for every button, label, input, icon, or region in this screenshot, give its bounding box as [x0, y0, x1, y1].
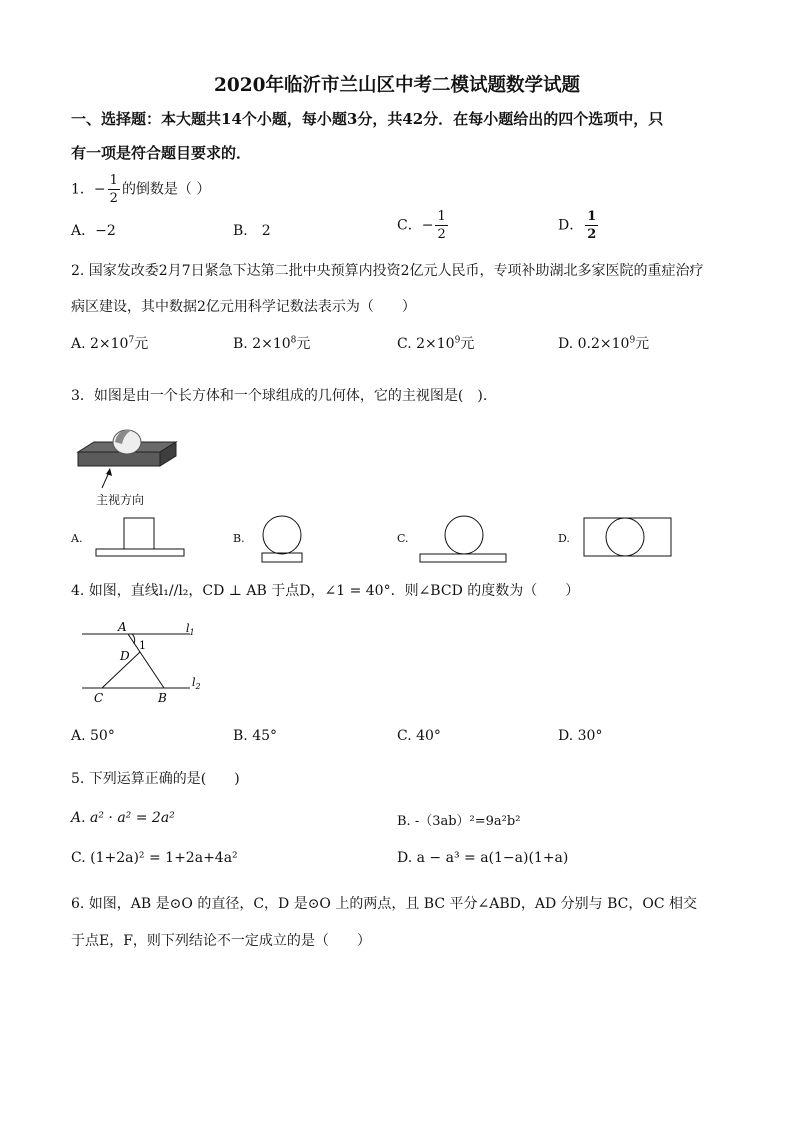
q3-option-a-label: A.: [71, 532, 83, 545]
q1-option-c: [397, 210, 450, 241]
q4-label-b: B: [158, 691, 167, 705]
q2-option-d: [558, 333, 649, 353]
q1-denominator: 2: [109, 191, 118, 206]
q3-c-base: [420, 554, 506, 562]
q2-c-base: C. 2×10: [397, 336, 455, 352]
q1-option-c-den: 2: [437, 227, 446, 242]
q2-d-base: D. 0.2×10: [558, 336, 630, 352]
q4-label-l1: [186, 622, 195, 637]
question-5: 5. 下列运算正确的是( ): [71, 771, 240, 787]
q2-b-base: B. 2×10: [233, 336, 291, 352]
q1-prefix: 1．: [71, 181, 94, 198]
q3-a-square: [124, 518, 154, 549]
q1-suffix: 的倒数是（ ）: [121, 181, 211, 198]
q3-view-arrowhead: [106, 468, 112, 476]
question-6-line1: 6. 如图，AB 是⊙O 的直径，C，D 是⊙O 上的两点，且 BC 平分∠ABD，AD 分别与 BC，OC 相交: [71, 896, 698, 912]
q1-option-d-prefix: D．: [558, 217, 584, 234]
q3-option-a-figure: [94, 516, 186, 558]
q2-d-exp: 9: [629, 335, 636, 346]
q4-option-b: B. 45°: [233, 728, 278, 744]
q2-a-base: A. 2×10: [71, 336, 129, 352]
q1-option-c-prefix: C．−: [397, 217, 434, 234]
q4-label-a: A: [118, 620, 127, 634]
q1-option-c-fraction: [435, 210, 447, 241]
q1-sign: −: [93, 181, 106, 198]
q3-slab-front: [78, 452, 160, 466]
q4-label-d: D: [120, 649, 130, 663]
q2-a-exp: 7: [128, 335, 135, 346]
q3-view-label: 主视方向: [96, 493, 145, 507]
q3-option-d-figure: [582, 516, 674, 560]
q1-option-c-num: 1: [437, 209, 446, 224]
q5-option-d: D. a − a³ = a(1−a)(1+a): [397, 850, 569, 866]
q1-numerator: 1: [109, 173, 118, 188]
q4-segment-ab: [128, 634, 164, 688]
q2-c-exp: 9: [454, 335, 461, 346]
q1-option-d-den: 2: [587, 227, 597, 242]
q2-option-b: [233, 333, 310, 353]
q4-option-a: A. 50°: [71, 728, 115, 744]
question-3: 3．如图是由一个长方体和一个球组成的几何体，它的主视图是( ).: [71, 388, 488, 404]
q2-b-unit: 元: [296, 336, 311, 352]
question-1: [71, 174, 210, 205]
q5-option-a: A. a² · a² = 2a²: [71, 810, 175, 826]
q3-option-d-label: D.: [558, 532, 570, 545]
q1-option-a: A．−2: [71, 223, 116, 239]
q4-label-l2: [192, 676, 201, 691]
q3-option-c-label: C.: [397, 532, 409, 545]
question-4: 4. 如图，直线l₁//l₂，CD ⊥ AB 于点D，∠1 = 40°．则∠BCD 的度数为（ ）: [71, 583, 580, 599]
q2-option-a: [71, 333, 148, 353]
q4-l2-letter: l: [192, 676, 196, 689]
q2-d-unit: 元: [635, 336, 650, 352]
q3-option-b-figure: [258, 514, 306, 564]
q4-option-c: C. 40°: [397, 728, 441, 744]
q4-l2-sub: 2: [195, 682, 201, 691]
q1-option-d: [558, 210, 600, 241]
question-2-line2: 病区建设，其中数据2亿元用科学记数法表示为（ ）: [71, 299, 416, 315]
q3-c-circle: [445, 516, 483, 554]
q4-l1-letter: l: [186, 622, 190, 635]
q4-label-c: C: [94, 691, 104, 705]
q2-option-c: [397, 333, 474, 353]
q5-option-b: B. -（3ab）²=9a²b²: [397, 814, 521, 829]
q3-option-c-figure: [418, 514, 510, 566]
section-heading-line1: 一、选择题：本大题共14个小题，每小题3分，共42分．在每小题给出的四个选项中，只: [71, 110, 664, 128]
section-heading-line2: 有一项是符合题目要求的．: [71, 144, 252, 162]
question-6-line2: 于点E，F，则下列结论不一定成立的是（ ）: [71, 933, 371, 949]
q3-a-base: [96, 549, 184, 556]
q2-a-unit: 元: [134, 336, 149, 352]
q4-figure: [78, 618, 208, 710]
q4-l1-sub: 1: [189, 628, 195, 637]
q3-figure: [72, 420, 182, 510]
q1-fraction: [108, 174, 120, 205]
q1-option-d-num: 1: [587, 209, 597, 224]
question-2-line1: 2. 国家发改委2月7日紧急下达第二批中央预算内投资2亿元人民币，专项补助湖北多家医院的重症治疗: [71, 263, 704, 279]
q5-option-c: C. (1+2a)² = 1+2a+4a²: [71, 850, 238, 866]
q3-option-b-label: B.: [233, 532, 245, 545]
q1-option-b: B． 2: [233, 223, 271, 239]
q2-b-exp: 8: [290, 335, 297, 346]
q1-option-d-fraction: [585, 210, 598, 241]
q3-b-circle: [263, 516, 301, 554]
q2-c-unit: 元: [460, 336, 475, 352]
page-title: 2020年临沂市兰山区中考二模试题数学试题: [214, 75, 580, 96]
q3-d-circle: [606, 518, 644, 556]
q4-label-1: 1: [139, 639, 146, 652]
q3-d-rect: [584, 518, 671, 556]
q4-option-d: D. 30°: [558, 728, 603, 744]
